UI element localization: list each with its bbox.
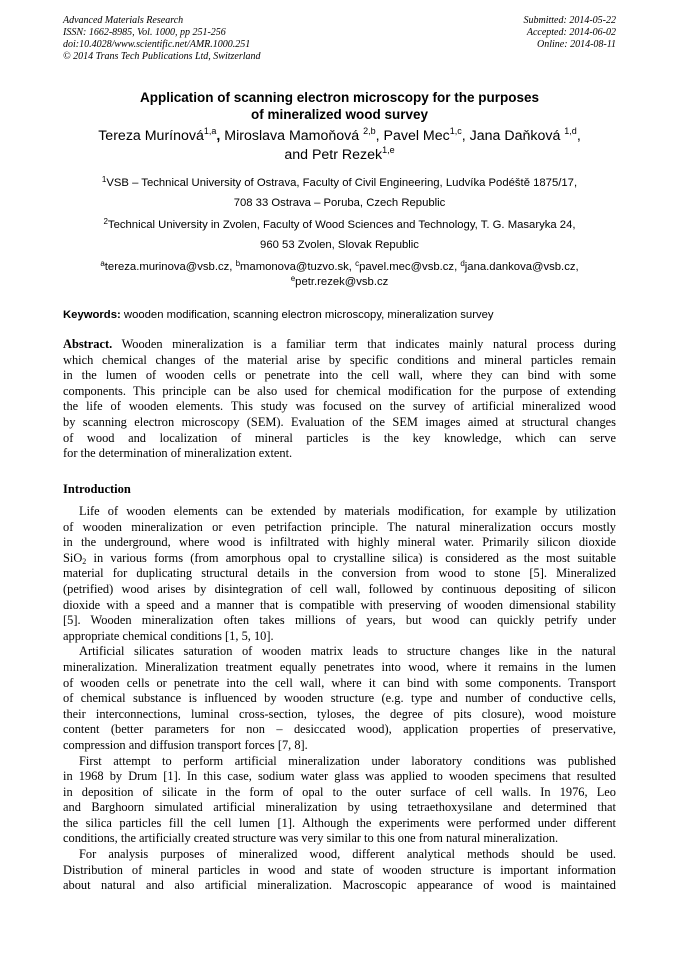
publication-dates (524, 15, 617, 51)
paragraph-line: [5]. Wooden mineralization often takes millions of years, but wood can quickly petrify under (63, 613, 616, 628)
abstract-line: which chemical changes of the material arise by specific conditions and mineral particles remain (63, 352, 616, 367)
paragraph-line: about natural and also artificial mineralization. Macroscopic appearance of wood is maintained (63, 878, 616, 893)
keywords (63, 308, 616, 322)
author-name: Tereza Murínová (98, 128, 204, 144)
journal-name: Advanced Materials Research (63, 15, 184, 26)
paragraph-line: of chemical substance is influenced by wooden structure (e.g. type and number of conductive cells, (63, 691, 616, 706)
email-list-2 (63, 275, 616, 289)
author-name: Jana Daňková (469, 128, 561, 144)
paragraph-line: For analysis purposes of mineralized wood, different analytical methods should be used. (79, 847, 616, 862)
section-heading-introduction: Introduction (63, 482, 131, 496)
author-affil-marker: 1,c (449, 126, 462, 136)
author-name: and Petr Rezek (284, 147, 383, 163)
keywords-label: Keywords: (63, 309, 121, 321)
introduction-body (63, 504, 616, 894)
abstract-line: by scanning electron microscopy (SEM). Evaluation of the SEM images aimed at structural changes (63, 414, 616, 429)
paragraph-line: of wooden cells or penetrate into the cell wall, where it can bind with some components. Transport (63, 675, 616, 690)
keywords-text: wooden modification, scanning electron microscopy, mineralization survey (120, 309, 494, 321)
paragraph-line: and Barghoorn simulated artificial mineralization by using tetraethoxysilane and determined that (63, 800, 616, 815)
date-online: Online: 2014-08-11 (537, 39, 616, 50)
journal-info (63, 15, 261, 63)
authors-line-1: Tereza Murínová$^{1,a}$, Miroslava Mamoňová $^{2,b}$, Pavel Mec$^{1,c}$, Jana Daňková $^{1,d}$, (98, 126, 581, 144)
abstract-line: components. This principle can be also used for chemical modification for the purpose of extending (63, 383, 616, 398)
email-address: tereza.murinova@vsb.cz, (104, 261, 236, 273)
affiliation-text: VSB – Technical University of Ostrava, Faculty of Civil Engineering, Ludvíka Podéště 1875/17, (106, 177, 578, 189)
email-marker: a (100, 259, 105, 268)
journal-copyright: © 2014 Trans Tech Publications Ltd, Switzerland (63, 51, 261, 62)
journal-issn: ISSN: 1662-8985, Vol. 1000, pp 251-256 (63, 27, 226, 38)
email-marker: e (290, 274, 296, 283)
paragraph-line: SiO$_2$ in various forms (from amorphous opal to crystalline silica) is considered as the most suitable (63, 550, 616, 566)
abstract (63, 337, 616, 462)
author-affil-marker: 1,a (203, 126, 217, 136)
paragraph-line: Artificial silicates saturation of wooden matrix leads to structure changes like in the natural (79, 644, 616, 659)
paragraph-line: material for duplicating structural details in the conversion from wood to stone [5]. Mineralized (63, 566, 616, 581)
author-name: Miroslava Mamoňová (224, 128, 360, 144)
paragraph-line: Distribution of mineral particles in wood and state of wooden structure is important information (63, 862, 616, 877)
paper-title (63, 89, 616, 123)
paragraph-line: dioxide with a speed and a manner that is compatible with preserving of wooden dimensional stability (63, 597, 616, 612)
author-list (63, 127, 616, 165)
email-address: mamonova@tuzvo.sk, (240, 261, 356, 273)
paragraph-line: in deposition of silicate in the form of opal to the outer surface of cell walls. In 1976, Leo (63, 784, 616, 799)
affiliation-text: 708 33 Ostrava – Poruba, Czech Republic (233, 197, 446, 209)
paragraph-line: conditions, the artificially created structure was very similar to this one from natural mineralization. (63, 831, 559, 846)
paragraph-line: in 1968 by Drum [1]. In this case, sodium water glass was applied to wooden specimens that resulted (63, 769, 616, 784)
email-address: petr.rezek@vsb.cz (295, 276, 389, 288)
paragraph-line: of wooden mineralization or even petrifaction principle. The natural mineralization occurs mostly (63, 519, 616, 534)
paragraph-line: First attempt to perform artificial mineralization under laboratory conditions was published (79, 753, 616, 768)
paragraph-line: the silica particles fill the cell lumen [1]. Although the experiments were performed under different (63, 815, 616, 830)
paragraph-line: content (better parameters for non – desiccated wood), application properties of preservative, (63, 722, 616, 737)
email-marker: d (460, 259, 465, 268)
email-address: jana.dankova@vsb.cz, (464, 261, 579, 273)
date-accepted: Accepted: 2014-06-02 (526, 27, 616, 38)
abstract-label: Abstract. (63, 337, 113, 351)
affiliation-1-address (63, 196, 616, 210)
affiliation-text: 960 53 Zvolen, Slovak Republic (260, 239, 419, 251)
paragraph-line: compression and diffusion transport forces [7, 8]. (63, 737, 308, 752)
author-name: Pavel Mec (383, 128, 450, 144)
author-affil-marker: 1,e (382, 145, 395, 155)
affiliation-marker: 2 (103, 217, 108, 226)
affiliation-marker: 1 (101, 175, 107, 184)
title-line-1: Application of scanning electron microscopy for the purposes (139, 90, 540, 105)
paragraph-line: their interconnections, luminal cross-section, tyloses, the degree of pits closure), wood moisture (63, 706, 616, 721)
abstract-line: Abstract. Wooden mineralization is a familiar term that indicates mainly natural process during (63, 337, 616, 351)
paragraph-line: in the underground, where wood is infiltrated with highly mineral water. Primarily silicon dioxide (63, 535, 616, 550)
abstract-line: of wood and localization of mineral particles is the key knowledge, which can serve (63, 430, 616, 445)
title-line-2: of mineralized wood survey (250, 107, 429, 122)
paragraph-line: appropriate chemical conditions [1, 5, 10]. (63, 628, 274, 643)
paragraph-line: mineralization. Mineralization treatment equally penetrates into wood, where it remains in the lumen (63, 659, 616, 674)
paragraph-line: (petrified) wood arises by disintegration of cell wall, followed by continuous depositing of silicon (63, 581, 616, 596)
affiliation-text: Technical University in Zvolen, Faculty of Wood Sciences and Technology, T. G. Masaryka 24, (107, 219, 576, 231)
date-submitted: Submitted: 2014-05-22 (523, 15, 616, 26)
abstract-line: in the lumen of wooden cells or penetrate into the cell wall, where they can bind with some (63, 368, 616, 383)
abstract-line: for the determination of mineralization extent. (63, 446, 293, 461)
journal-doi: doi:10.4028/www.scientific.net/AMR.1000.251 (63, 39, 251, 50)
email-marker: c (355, 259, 360, 268)
author-affil-marker: 1,d (564, 126, 577, 136)
email-address: pavel.mec@vsb.cz, (359, 261, 461, 273)
abstract-line: the life of wooden elements. This study was focused on the survey of artificial mineralized wood (63, 399, 616, 414)
affiliation-2 (63, 218, 616, 232)
authors-line-2 (63, 146, 616, 165)
email-marker: b (235, 259, 241, 268)
author-affil-marker: 2,b (363, 126, 376, 136)
affiliation-2-address (63, 238, 616, 252)
email-list (63, 260, 616, 274)
affiliation-1 (63, 176, 616, 190)
paragraph-line: Life of wooden elements can be extended by materials modification, for example by utilization (79, 504, 616, 518)
